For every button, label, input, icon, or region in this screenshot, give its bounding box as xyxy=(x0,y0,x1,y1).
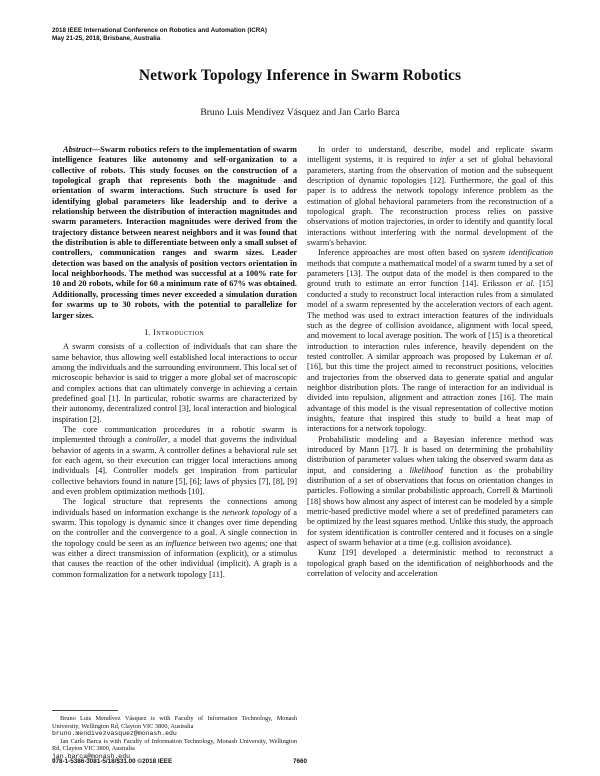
right-paragraph-1: In order to understand, describe, model and replicate swarm intelligent systems, it is required to infer a set of global behavioral parameters, starting from the observation of motion and the subsequent description of dynamic topologies [12]. Furthermore, the goal of this paper is to address the network topology inference problem as the estimation of global behavioral parameters from the reconstruction of a topological graph. The reconstruction process relies on passive observations of motion trajectories, in order to identify and quantify local interactions without interfering with the normal development of the swarm's behavior. xyxy=(307,145,553,248)
abstract xyxy=(52,145,297,321)
abstract-label: Abstract xyxy=(63,145,92,154)
intro-paragraph-2: The core communication procedures in a robotic swarm is implemented through a controller, a model that governs the individual behavior of agents in a swarm. A controller defines a behavioral rule set for each agent, so their execution can trigger local interactions among individuals [4]. Controller models get inspiration from particular collective behaviors found in nature [5], [6]; laws of physics [7], [8], [9] and even problem optimization methods [10]. xyxy=(52,424,297,496)
conference-name: 2018 IEEE International Conference on Robotics and Automation (ICRA) xyxy=(52,27,267,34)
right-column xyxy=(307,145,553,579)
paper-title: Network Topology Inference in Swarm Robotics xyxy=(138,67,462,84)
page-number: 7660 xyxy=(292,758,307,765)
right-paragraph-4: Kunz [19] developed a deterministic method to reconstruct a topological graph based on the identification of neighborhoods and the correlation of velocity and acceleration xyxy=(307,548,553,579)
author-2-email[interactable]: jan.barca@monash.edu xyxy=(52,752,131,760)
footnote-divider xyxy=(52,710,118,711)
abstract-text: Swarm robotics refers to the implementation of swarm intelligence features like autonomy and self-organization to a collective of robots. This study focuses on the construction of a topological graph that represents both the magnitude and orientation of swarm interactions. Such structure is used for identifying global parameters like leadership and to derive a relationship between the distribution of interaction magnitudes and swarm parameters. Interaction magnitudes were derived from the trajectory distance between nearest neighbors and it was found that the distribution is able to differentiate between only a small subset of controllers, communication ranges and swarm sizes. Leader detection was based on the analysis of position vectors orientation in local neighborhoods. The method was successful at a 100% rate for 10 and 20 robots, while for 60 a minimum rate of 67% was obtained. Additionally, processing times never exceeded a simulation duration for swarms up to 30 robots, with the potential to parallelize for larger sizes. xyxy=(52,145,297,320)
intro-paragraph-1: A swarm consists of a collection of individuals that can share the same behavior, thus allowing well established local interactions to occur among the individuals and the surrounding environment. This local set of microscopic behavior is said to trigger a more global set of macroscopic and complex actions that can ultimately converge in achieving a certain predefined goal [1]. In particular, robotic swarms are characterized by their autonomy, decentralized control [3], local interaction and biological inspiration [2]. xyxy=(52,342,297,424)
right-paragraph-3: Probabilistic modeling and a Bayesian inference method was introduced by Mann [17]. It is based on determining the probability distribution of parameter values when taking the observed swarm data as input, and considering a likelihood function as the probability distribution of a set of observations that focus on orientation changes in particles. Following a similar probabilistic approach, Correll & Martinoli [18] shows how almost any aspect of interest can be modeled by a simple metric-based predictive model where a set of predefined parameters can be optimized by the least squares method. Unlike this study, the approach for system identification is controller centered and it focuses on a single aspect of swarm behavior at a time (e.g. collision avoidance). xyxy=(307,434,553,548)
footnote-author-2: Jan Carlo Barca is with Faculty of Information Technology, Monash University, Wellington Rd, Clayton VIC 3800, Australia xyxy=(52,737,297,752)
author-1-email[interactable]: bruno.mendivezvasquez@monash.edu xyxy=(52,730,177,737)
paper-authors: Bruno Luis Mendívez Vásquez and Jan Carlo Barca xyxy=(200,107,400,118)
conference-header xyxy=(52,27,267,43)
conference-dates: May 21-25, 2018, Brisbane, Australia xyxy=(52,35,161,42)
right-paragraph-2: Inference approaches are most often based on system identification methods that compute a mathematical model of a swarm tuned by a set of parameters [13]. The output data of the model is then compared to the ground truth to estimate an error function [14]. Eriksson et al. [15] conducted a study to reconstruct local interaction rules from a simulated model of a swarm represented by the acceleration vectors of each agent. The method was used to extract interaction features of the individuals such as the degree of collision avoidance, alignment with local speed, and movement to local average position. The work of [15] is a theoretical introduction to interaction rules inference, heavily dependent on the tested controller. A similar approach was proposed by Lukeman et al. [16], but this time the project aimed to reconstruct positions, velocities and trajectories from the observed data to generate spatial and angular neighbor distribution plots. The range of interaction for an individual is divided into repulsion, alignment and attraction zones [16]. The main advantage of this model is the visual representation of collective motion insights, feature that inspired this study to build a heat map of interactions for a network topology. xyxy=(307,248,554,434)
abstract-dash: — xyxy=(91,145,101,154)
author-footnote xyxy=(52,715,297,760)
copyright-footer: 978-1-5386-3081-5/18/$31.00 ©2018 IEEE xyxy=(52,758,173,765)
intro-paragraph-3: The logical structure that represents the connections among individuals based on information exchange is the network topology of a swarm. This topology is dynamic since it changes over time depending on the controller and the convergence to a goal. A single connection in the topology could be seen as an influence between two agents; one that was either a direct transmission of information (explicit), or a stimulus that causes the reaction of the other individual (implicit). A graph is a common formalization for a network topology [11]. xyxy=(52,497,298,579)
section-heading-introduction: I. Introduction xyxy=(144,326,205,337)
left-column xyxy=(52,145,297,580)
footnote-author-1: Bruno Luis Mendívez Vásquez is with Faculty of Information Technology, Monash University, Wellington Rd, Clayton VIC 3800, Australia xyxy=(52,715,297,730)
